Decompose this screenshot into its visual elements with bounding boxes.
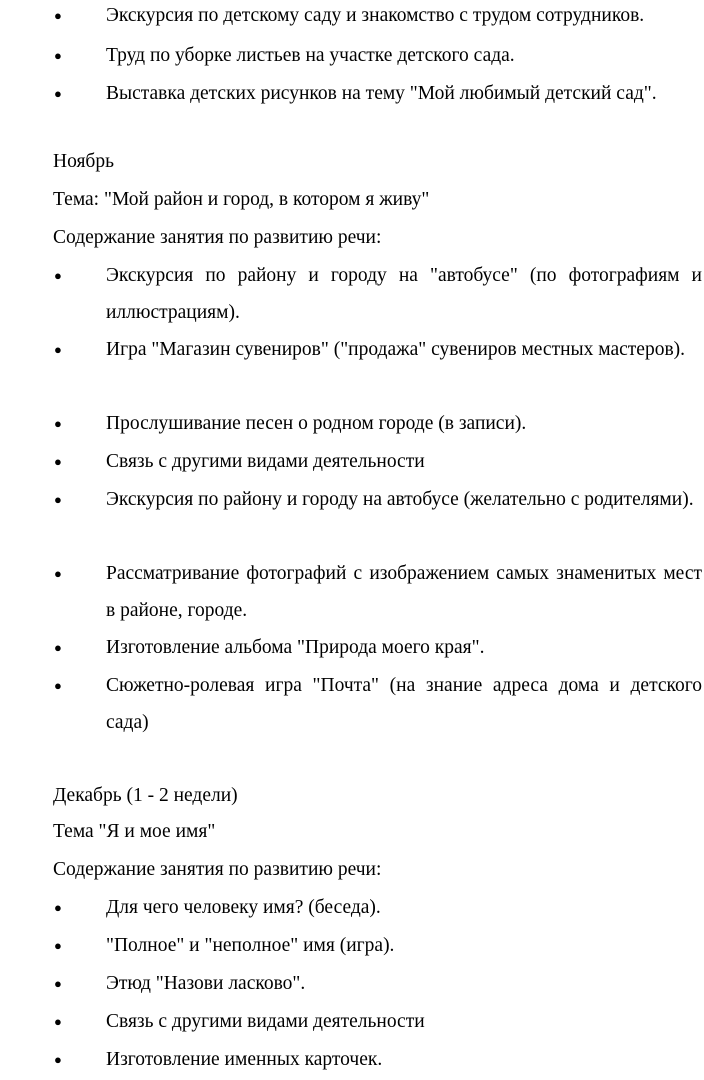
content-heading-december: Содержание занятия по развитию речи: bbox=[53, 859, 382, 880]
list-item-text: Сюжетно-ролевая игра "Почта" (на знание адреса дома и детского сада) bbox=[106, 675, 702, 733]
bullet-icon: ● bbox=[54, 900, 62, 915]
bullet-icon: ● bbox=[54, 86, 62, 101]
list-item-text: Изготовление именных карточек. bbox=[106, 1049, 383, 1070]
bullet-icon: ● bbox=[54, 416, 62, 431]
bullet-icon: ● bbox=[54, 8, 62, 23]
bullet-icon: ● bbox=[54, 1052, 62, 1067]
bullet-icon: ● bbox=[54, 678, 62, 693]
bullet-icon: ● bbox=[54, 342, 62, 357]
list-item-text: Связь с другими видами деятельности bbox=[106, 1011, 425, 1032]
list-item-text: Этюд "Назови ласково". bbox=[106, 973, 306, 994]
month-heading-november: Ноябрь bbox=[53, 151, 114, 172]
month-heading-december: Декабрь (1 - 2 недели) bbox=[53, 785, 238, 806]
bullet-icon: ● bbox=[54, 566, 62, 581]
theme-november: Тема: "Мой район и город, в котором я живу" bbox=[53, 189, 430, 210]
bullet-icon: ● bbox=[54, 492, 62, 507]
bullet-icon: ● bbox=[54, 1014, 62, 1029]
bullet-icon: ● bbox=[54, 454, 62, 469]
bullet-icon: ● bbox=[54, 268, 62, 283]
list-item-text: Изготовление альбома "Природа моего края". bbox=[106, 637, 485, 658]
theme-december: Тема "Я и мое имя" bbox=[53, 821, 216, 842]
list-item-text: "Полное" и "неполное" имя (игра). bbox=[106, 935, 395, 956]
list-item-text: Связь с другими видами деятельности bbox=[106, 451, 425, 472]
list-item-text: Экскурсия по детскому саду и знакомство с трудом сотрудников. bbox=[106, 5, 645, 26]
bullet-icon: ● bbox=[54, 48, 62, 63]
bullet-icon: ● bbox=[54, 938, 62, 953]
list-item-text: Рассматривание фотографий с изображением самых знаменитых мест в районе, городе. bbox=[106, 563, 702, 621]
list-item-text: Экскурсия по району и городу на автобусе (желательно с родителями). bbox=[106, 489, 694, 510]
list-item-text: Прослушивание песен о родном городе (в записи). bbox=[106, 413, 527, 434]
list-item-text: Для чего человеку имя? (беседа). bbox=[106, 897, 381, 918]
content-heading-november: Содержание занятия по развитию речи: bbox=[53, 227, 382, 248]
list-item-text: Выставка детских рисунков на тему "Мой любимый детский сад". bbox=[106, 83, 657, 104]
bullet-icon: ● bbox=[54, 640, 62, 655]
bullet-icon: ● bbox=[54, 976, 62, 991]
list-item-text: Труд по уборке листьев на участке детского сада. bbox=[106, 45, 515, 66]
list-item-text: Игра "Магазин сувениров" ("продажа" сувениров местных мастеров). bbox=[106, 339, 686, 360]
list-item-text: Экскурсия по району и городу на "автобусе" (по фотографиям и иллюстрациям). bbox=[106, 265, 702, 323]
